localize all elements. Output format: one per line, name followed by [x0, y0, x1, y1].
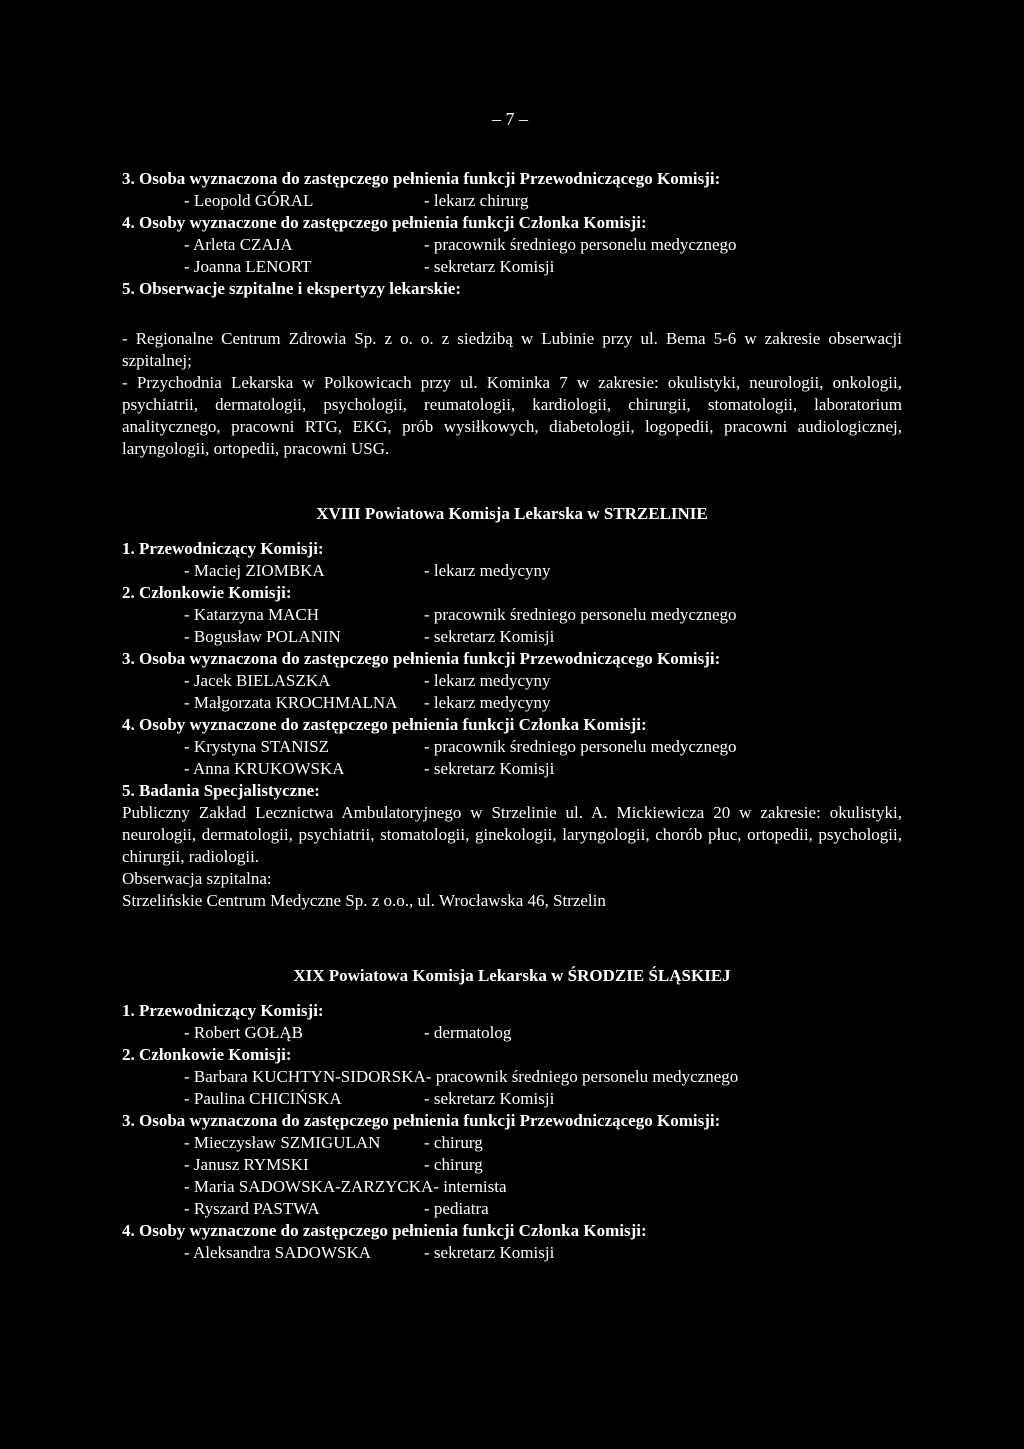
person-row: - Robert GOŁĄB - dermatolog	[184, 1023, 512, 1042]
section-title-sroda-slaska: XIX Powiatowa Komisja Lekarska w ŚRODZIE ŚLĄSKIEJ	[293, 966, 731, 985]
person-row: - Janusz RYMSKI - chirurg	[184, 1155, 483, 1174]
person-row: - Krystyna STANISZ - pracownik średniego personelu medycznego	[184, 737, 737, 756]
page-number: – 7 –	[492, 109, 528, 129]
heading-chair: 1. Przewodniczący Komisji:	[122, 1001, 324, 1020]
person-row: - Jacek BIELASZKA - lekarz medycyny	[184, 671, 551, 690]
person-row: - Anna KRUKOWSKA - sekretarz Komisji	[184, 759, 555, 778]
heading-deputy-members: 4. Osoby wyznaczone do zastępczego pełnienia funkcji Członka Komisji:	[122, 1221, 647, 1240]
section-title-strzelin: XVIII Powiatowa Komisja Lekarska w STRZELINIE	[316, 504, 708, 523]
person-row: - Paulina CHICIŃSKA - sekretarz Komisji	[184, 1089, 555, 1108]
person-row: - Aleksandra SADOWSKA - sekretarz Komisji	[184, 1243, 555, 1262]
person-row: - Arleta CZAJA - pracownik średniego personelu medycznego	[184, 235, 737, 254]
section-strzelin	[122, 538, 902, 912]
heading-deputy-members: 4. Osoby wyznaczone do zastępczego pełnienia funkcji Członka Komisji:	[122, 715, 647, 734]
heading-members: 2. Członkowie Komisji:	[122, 583, 292, 602]
person-row: - Mieczysław SZMIGULAN - chirurg	[184, 1133, 483, 1152]
person-row: - Leopold GÓRAL - lekarz chirurg	[184, 191, 529, 210]
heading-specialist-tests: 5. Badania Specjalistyczne:	[122, 781, 320, 800]
paragraph-regional-centre: - Regionalne Centrum Zdrowia Sp. z o. o. z siedzibą w Lubinie przy ul. Bema 5-6 w zakresie obserwacji szpitalnej;	[122, 329, 902, 370]
person-row: - Bogusław POLANIN - sekretarz Komisji	[184, 627, 555, 646]
person-row: - Małgorzata KROCHMALNA - lekarz medycyny	[184, 693, 551, 712]
paragraph-hospital-observation-label: Obserwacja szpitalna:	[122, 869, 272, 888]
paragraph-polkowice-clinic: - Przychodnia Lekarska w Polkowicach przy ul. Kominka 7 w zakresie: okulistyki, neurologii, onkologii, psychiatrii, dermatologii, psychologii, reumatologii, kardiologii, chirurgii, stomatologii, laboratorium analitycznego, pracowni RTG, EKG, prób wysiłkowych, diabetologii, logopedii, pracowni audiologicznej, laryngologii, ortopedii, pracowni USG.	[122, 373, 902, 458]
person-row: - Barbara KUCHTYN-SIDORSKA- pracownik średniego personelu medycznego	[184, 1067, 739, 1086]
heading-members: 2. Członkowie Komisji:	[122, 1045, 292, 1064]
person-row: - Joanna LENORT - sekretarz Komisji	[184, 257, 555, 276]
section-previous	[122, 168, 902, 460]
heading-deputy-chair: 3. Osoba wyznaczona do zastępczego pełnienia funkcji Przewodniczącego Komisji:	[122, 169, 721, 188]
heading-deputy-members: 4. Osoby wyznaczone do zastępczego pełnienia funkcji Członka Komisji:	[122, 213, 647, 232]
section-sroda-slaska	[122, 1000, 902, 1264]
heading-deputy-chair: 3. Osoba wyznaczona do zastępczego pełnienia funkcji Przewodniczącego Komisji:	[122, 649, 721, 668]
heading-observations: 5. Obserwacje szpitalne i ekspertyzy lekarskie:	[122, 279, 461, 298]
person-row: - Ryszard PASTWA - pediatra	[184, 1199, 489, 1218]
person-row: - Maciej ZIOMBKA - lekarz medycyny	[184, 561, 551, 580]
paragraph-strzelin-medical-centre: Strzelińskie Centrum Medyczne Sp. z o.o., ul. Wrocławska 46, Strzelin	[122, 891, 606, 910]
person-row: - Katarzyna MACH - pracownik średniego personelu medycznego	[184, 605, 737, 624]
person-row: - Maria SADOWSKA-ZARZYCKA- internista	[184, 1177, 507, 1196]
heading-deputy-chair: 3. Osoba wyznaczona do zastępczego pełnienia funkcji Przewodniczącego Komisji:	[122, 1111, 721, 1130]
heading-chair: 1. Przewodniczący Komisji:	[122, 539, 324, 558]
paragraph-pzla-strzelin: Publiczny Zakład Lecznictwa Ambulatoryjnego w Strzelinie ul. A. Mickiewicza 20 w zakresie: okulistyki, neurologii, dermatologii, psychiatrii, stomatologii, ginekologii, laryngologii, chorób płuc, ortopedii, psychologii, chirurgii, radiologii.	[122, 803, 902, 866]
